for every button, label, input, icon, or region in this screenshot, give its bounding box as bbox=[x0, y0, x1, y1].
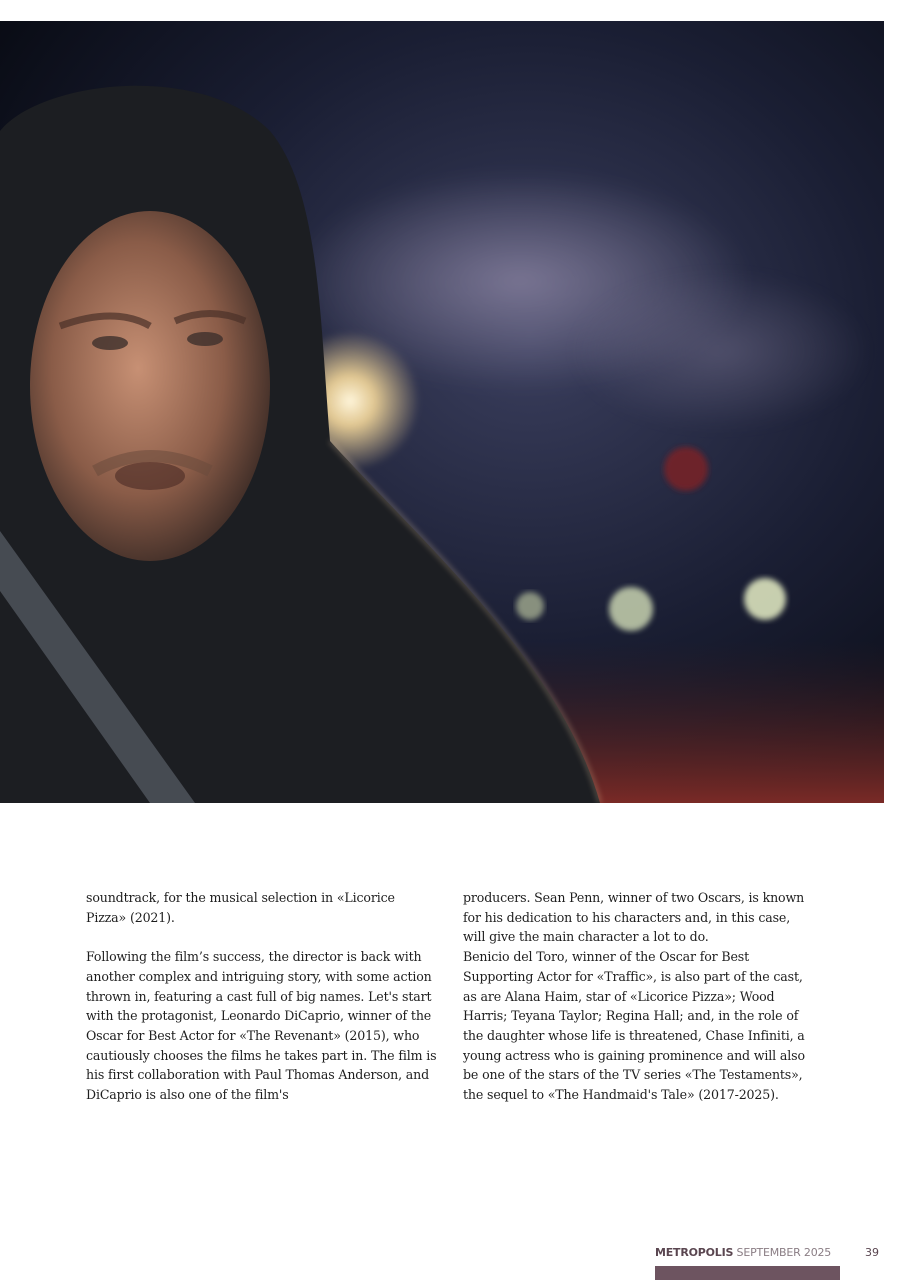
article-column-right bbox=[463, 888, 815, 1105]
article-column-left bbox=[86, 888, 438, 1105]
footer-accent-bar bbox=[655, 1266, 840, 1280]
paragraph: soundtrack, for the musical selection in «Licorice Pizza» (2021). bbox=[86, 890, 395, 925]
article-photo bbox=[0, 21, 884, 803]
footer-publication bbox=[655, 1246, 831, 1259]
magazine-name: METROPOLIS bbox=[655, 1246, 734, 1259]
issue-date: SEPTEMBER 2025 bbox=[736, 1246, 832, 1259]
page-number: 39 bbox=[865, 1246, 879, 1259]
paragraph: Following the film’s success, the director is back with another complex and intriguing story, with some action thrown in, featuring a cast full of big names. Let's start with the protagonist, Leonardo DiCaprio, winner of the Oscar for Best Actor for «The Revenant» (2015), who cautiously chooses the films he takes part in. The film is his first collaboration with Paul Thomas Anderson, and DiCaprio is also one of the film's bbox=[86, 949, 437, 1103]
film-still-image bbox=[0, 21, 884, 803]
paragraph: Benicio del Toro, winner of the Oscar for Best Supporting Actor for «Traffic», is also part of the cast, as are Alana Haim, star of «Licorice Pizza»; Wood Harris; Teyana Taylor; Regina Hall; and, in the role of the daughter whose life is threatened, Chase Infiniti, a young actress who is gaining prominence and will also be one of the stars of the TV series «The Testaments», the sequel to «The Handmaid's Tale» (2017-2025). bbox=[463, 949, 805, 1103]
paragraph: producers. Sean Penn, winner of two Oscars, is known for his dedication to his characters and, in this case, will give the main character a lot to do. bbox=[463, 890, 805, 945]
